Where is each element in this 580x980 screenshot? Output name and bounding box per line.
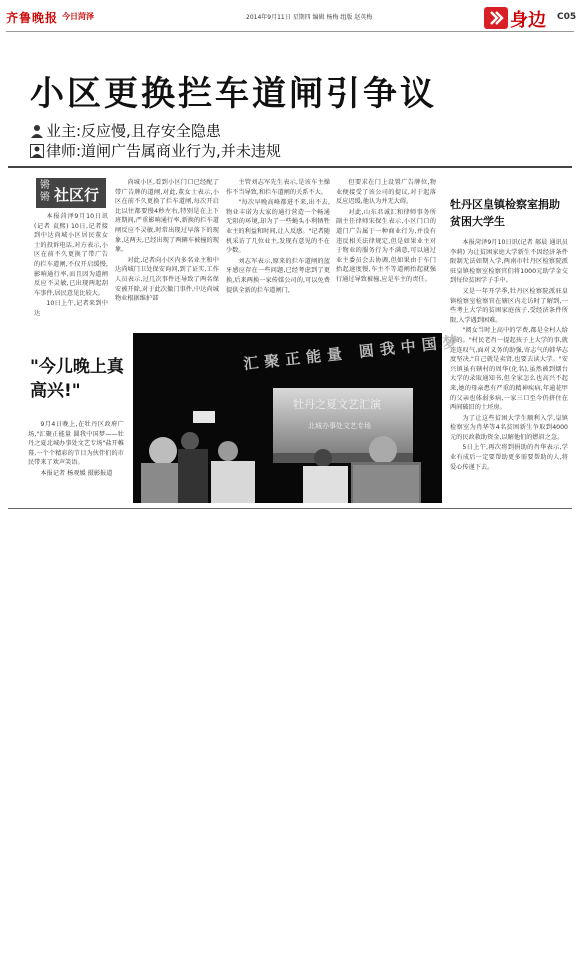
paragraph: 但要求在门上设置广告牌位,物业便接受了该公司的提议,对于起落反应迟缓,他认为并无大碍。: [336, 179, 436, 206]
paragraph: 刘志军表示,原来的拦车道闸的蓝牙感应存在一些问题,已经考虑到了更换,后来两换一家传媒公司的,可以免费提供全新的拦车道闸门,: [226, 257, 330, 294]
article-column-2: [115, 178, 219, 348]
lawyer-person-icon: [30, 144, 44, 158]
section-name: 今日菏泽: [62, 12, 94, 21]
banner-mid-text: 牡丹之夏文艺汇演: [293, 398, 381, 411]
paragraph: 对此,记者向小区内多名业主和中达尚城门卫处保安询问,到了证实,工作人员表示,过几次事件还导致了两名保安被开除,对于此次撤门事件,中达尚城物业根据维护部: [115, 256, 219, 303]
page-header: [6, 4, 577, 32]
column-logo: [36, 178, 106, 208]
photo-caption: [28, 420, 124, 500]
subhead-lawyer: [30, 140, 281, 161]
headline-divider: [8, 166, 572, 168]
subhead-owner-text: 业主:反应慢,且存安全隐患: [46, 122, 221, 140]
paragraph: 主管刘志军先生表示,是该车主操作不当导致,和拦车道闸的关系不大。: [226, 179, 330, 196]
subhead-lawyer-text: 律师:道闸广告属商业行为,并未违规: [46, 142, 281, 160]
paragraph: 又是一年开学季,牡丹区检察院派驻皇镇检察室检察官在辖区内走访时了解到,一些考上大学的贫困家庭孩子,受经济条件所限,入学遇到困难。: [450, 287, 568, 324]
paragraph: 尚城小区,看到小区门口已经配了带广告牌的道闸,对此,董女士表示,小区在前不久更换了拦车道闸,每次开启比以往都要慢4秒左右,特别是在上下班期间,严重影响通行率,新换的拦车道闸反应不灵敏,时常出现过早落下的现象,这两天,已经出现了两辆车被撞的现象。: [115, 179, 219, 254]
side-section-name: 身边: [510, 10, 546, 31]
paragraph: 10日上午,记者来到中达: [34, 300, 108, 317]
column-logo-name: 社区行: [54, 186, 100, 204]
paragraph: 5日上午,再次将到捐助的肖华表示,学业有成后一定要帮助更多需要帮助的人,将爱心传递下去。: [450, 444, 568, 471]
paragraph: "阅女当时上高中的学费,都是全村人给凑的。"村民老肖一提起孩子上大学的事,就连连叹气,面对义务的助强,寄志气的韩华志度坚决,"自己就是卖肾,也要去读大学。"安兴镇虽有辖村的周华(化名),虽然被到烟台大学的录取通知书,但全家怎么也高兴不起来,她的母亲患有严重的精神疾病,年逾花甲的父亲也体弱多病,一家三口至今仍挤住在两间破旧的土坯房。: [450, 327, 568, 412]
article-headline: 小区更换拦车道闸引争议: [30, 74, 437, 114]
page-number: C05: [557, 12, 577, 22]
paragraph: 对此,山东君诚汇和律师事务所副主任律师宋保生表示,小区门口的道门广告属于一种商业行为,并没有违反相关法律规定,但是如果业主对于物业的服务行为不满意,可以通过业主委员会去协调,但如果由于车门抬起速度慢,车主不等道闸抬起就强行通过导致被撞,应是车主的责任。: [336, 208, 436, 283]
section-logo-icon: [484, 7, 508, 29]
paragraph: 本报记者 杨观媛 摄影报道: [40, 469, 113, 477]
paragraph: 本报菏泽9月10日讯(记者 袁熙) 10日,记者接到中达尚城小区居民董女士的投诉电话,对方表示,小区在前不久更换了带广告的拦车道闸,不仅开启缓慢,影响通行率,而且因为道闸反应不灵敏,已出现两起刮车事件,居民意见比较大。: [34, 213, 108, 297]
banner-sub-text: 北城办事处文艺专场: [308, 422, 371, 430]
subhead-owner: [30, 120, 221, 141]
article-column-3: [226, 178, 330, 328]
owner-person-icon: [30, 124, 44, 138]
paragraph: "每次早晚高峰都进不来,出不去,物业丰诺为大家的通行营造一个畅通无阻的环境,却为了一些蝇头小利牺牲业主的利益和时间,让人反感。"记者随机采访了几位业主,发现有意见的不在少数。: [226, 199, 330, 255]
paragraph: 9月4日晚上,在牡丹区政府广场,"汇聚正能量 圆我中国梦——牡丹之夏北城办事处文艺专场"盐开帷幕,一个个精彩的节目为伙伴们的市民带来了欢声笑语。: [28, 421, 124, 467]
event-photo: [133, 332, 465, 503]
article-column-4: [336, 178, 436, 320]
column-logo-prefix: 锵锵: [40, 180, 50, 203]
event-photo-image: [133, 332, 465, 503]
paragraph: 为了让这些贫困大学生顺利入学,皇镇检察室为肖华等4名贫困新生争取到4000元的民政救助资金,以解他们的燃眉之急。: [450, 414, 568, 441]
newspaper-brand: 齐鲁晚报: [6, 11, 59, 25]
issue-info: 2014年9月11日 星期四 编辑 杨梅 组版 赵英梅: [246, 14, 373, 21]
side-story-title: 牡丹区皇镇检察室捐助贫困大学生: [450, 198, 560, 228]
feature-quote: "今儿晚上真高兴!": [30, 357, 124, 401]
content-bottom-divider: [8, 508, 572, 509]
article-column-1: [34, 212, 108, 332]
paragraph: 本报菏泽9月10日讯(记者 郝晨 通讯员 李莉) 为让贫困家庭大学新生不因经济条件限制无法如期入学,两南市牡丹区检察院派驻皇镇检察室检察官们将1000元助学金交到每位贫困学子手中。: [450, 239, 568, 285]
side-story-body: [450, 238, 568, 518]
banner-top-text: 汇聚正能量 圆我中国梦: [242, 332, 465, 374]
